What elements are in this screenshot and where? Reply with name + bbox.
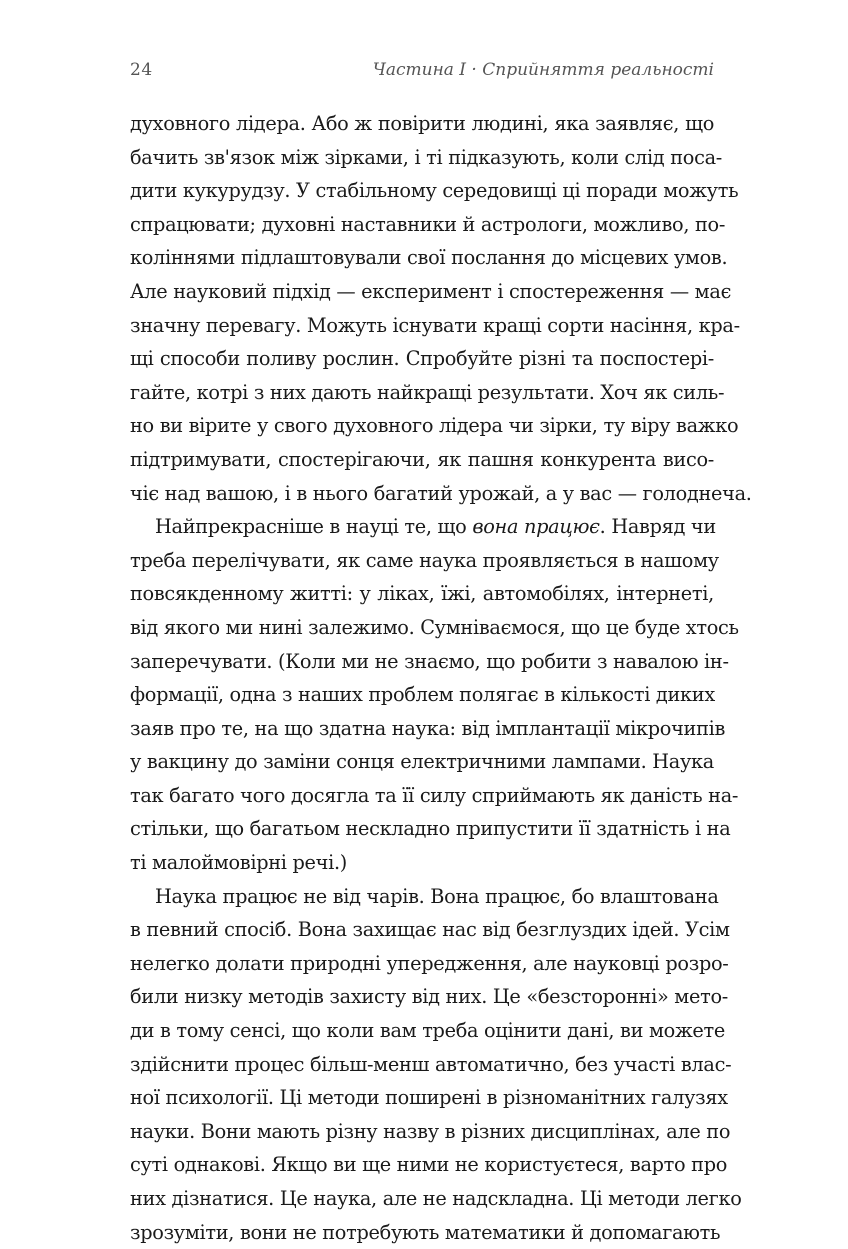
- running-title: Частина I · Сприйняття реальності: [372, 60, 714, 80]
- text-line: в певний спосіб. Вона захищає нас від безглуздих ідей. Усім: [130, 918, 730, 942]
- emphasis-text: вона працює: [472, 515, 600, 539]
- paragraph-3: [130, 880, 742, 1249]
- text-line: формації, одна з наших проблем полягає в кількості диких: [130, 683, 715, 707]
- text-line: чіє над вашою, і в нього багатий урожай, а у вас — голоднеча.: [130, 481, 752, 505]
- text-line: повсякденному житті: у ліках, їжі, автомобілях, інтернеті,: [130, 582, 714, 606]
- text-line: но ви вірите у свого духовного лідера чи зірки, ту віру важко: [130, 414, 739, 438]
- text-line: від якого ми нині залежимо. Сумніваємося, що це буде хтось: [130, 615, 739, 639]
- text-line: щі способи поливу рослин. Спробуйте різні та поспостері-: [130, 347, 714, 371]
- text-line: підтримувати, спостерігаючи, як пашня конкурента висо-: [130, 447, 714, 471]
- text-line: дити кукурудзу. У стабільному середовищі ці поради можуть: [130, 179, 739, 203]
- text-line: били низку методів захисту від них. Це «безсторонні» мето-: [130, 985, 728, 1009]
- text-line: бачить зв'язок між зірками, і ті підказують, коли слід поса-: [130, 145, 722, 169]
- text-line: заяв про те, на що здатна наука: від імплантації мікрочипів: [130, 716, 726, 740]
- paragraph-2: [130, 510, 739, 880]
- text-line: Але науковий підхід — експеримент і спостереження — має: [130, 279, 732, 303]
- text-line: суті однакові. Якщо ви ще ними не користуєтеся, варто про: [130, 1153, 728, 1177]
- page-number: 24: [130, 60, 153, 80]
- text-run: Найпрекрасніше в науці те, що: [155, 515, 473, 539]
- text-run: . Навряд чи: [599, 515, 716, 539]
- text-line: стільки, що багатьом нескладно припустити її здатність і на: [130, 817, 731, 841]
- text-line: них дізнатися. Це наука, але не надскладна. Ці методи легко: [130, 1187, 742, 1210]
- text-line: у вакцину до заміни сонця електричними лампами. Наука: [130, 750, 714, 774]
- text-line: спрацювати; духовні наставники й астрологи, можливо, по-: [130, 212, 726, 236]
- text-line: гайте, котрі з них дають найкращі результати. Хоч як силь-: [130, 380, 725, 404]
- text-line: треба перелічувати, як саме наука проявляється в нашому: [130, 548, 719, 572]
- text-line: нелегко долати природні упередження, але науковці розро-: [130, 951, 729, 975]
- text-line: ті малоймовірні речі.): [130, 851, 347, 875]
- text-line: зрозуміти, вони не потребують математики й допомагають: [130, 1220, 721, 1244]
- text-line: коліннями підлаштовували свої послання до місцевих умов.: [130, 246, 728, 270]
- text-line: значну перевагу. Можуть існувати кращі сорти насіння, кра-: [130, 313, 740, 337]
- text-line: так багато чого досягла та її силу сприймають як даність на-: [130, 783, 739, 807]
- text-line: заперечувати. (Коли ми не знаємо, що робити з навалою ін-: [130, 649, 729, 673]
- body-text: [130, 107, 752, 1249]
- text-line: здійснити процес більш-менш автоматично, без участі влас-: [130, 1052, 732, 1076]
- running-header: [130, 60, 714, 88]
- text-line: Наука працює не від чарів. Вона працює, бо влаштована: [155, 884, 719, 908]
- text-line: науки. Вони мають різну назву в різних дисциплінах, але по: [130, 1119, 731, 1143]
- paragraph-1: [130, 107, 752, 510]
- text-line: ної психології. Ці методи поширені в різноманітних галузях: [130, 1086, 728, 1110]
- text-line: [130, 510, 714, 544]
- text-line: духовного лідера. Або ж повірити людині, яка заявляє, що: [130, 112, 714, 135]
- text-line: ди в тому сенсі, що коли вам треба оцінити дані, ви можете: [130, 1019, 725, 1043]
